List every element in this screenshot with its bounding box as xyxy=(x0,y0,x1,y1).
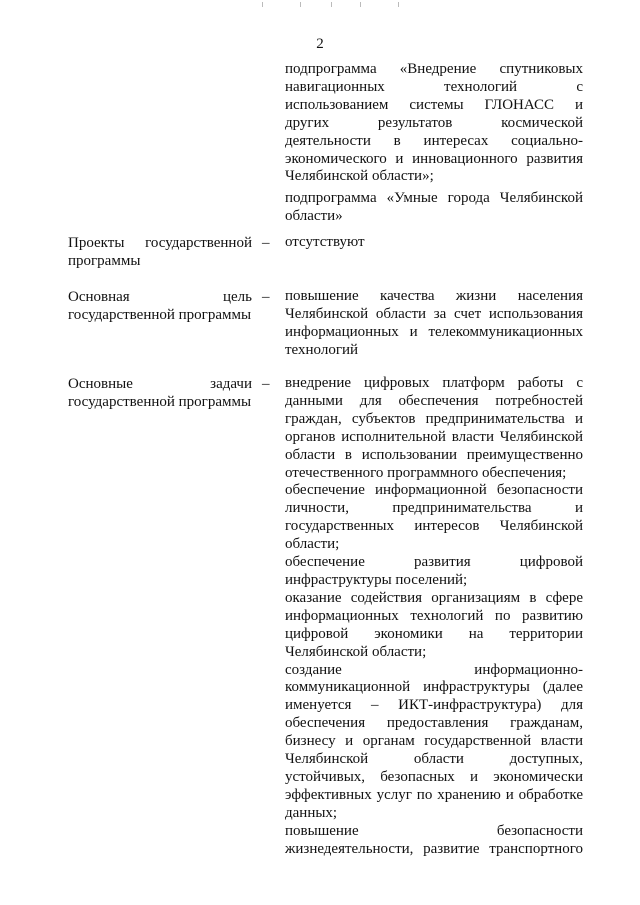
value-line: жизнедеятельности, развитие транспортного xyxy=(285,840,583,857)
value-line: цифровой экономики на территории xyxy=(285,625,583,642)
page-number: 2 xyxy=(316,36,324,52)
value-line: органов исполнительной власти Челябинской xyxy=(285,428,583,445)
value-line: использованием системы ГЛОНАСС и xyxy=(285,96,583,113)
value-line: навигационных технологий с xyxy=(285,78,583,95)
value-line: области в использовании преимущественно xyxy=(285,446,583,463)
label-line: Основная цель xyxy=(68,289,252,305)
label-line: Основные задачи xyxy=(68,376,252,392)
value-line: подпрограмма «Внедрение спутниковых xyxy=(285,61,583,77)
value-line: области; xyxy=(285,536,340,553)
value-line: обеспечение развития цифровой xyxy=(285,554,583,571)
value-line: создание информационно- xyxy=(285,661,583,678)
value-line: обеспечения предоставления гражданам, xyxy=(285,715,583,732)
subprograms-text xyxy=(285,61,583,226)
dash: – xyxy=(262,376,270,392)
value-line: технологий xyxy=(285,341,359,358)
value-line: подпрограмма «Умные города Челябинской xyxy=(285,190,583,207)
value-line: отсутствуют xyxy=(285,234,365,250)
value-line: эффективных услуг по хранению и обработке xyxy=(285,786,583,803)
value-line: информационных технологий по развитию xyxy=(285,607,583,624)
value-line: именуется – ИКТ-инфраструктура) для xyxy=(285,697,583,714)
value-line: государственных интересов Челябинской xyxy=(285,518,583,535)
goal-value xyxy=(285,288,583,360)
value-line: других результатов космической xyxy=(285,114,583,131)
value-line: повышение безопасности xyxy=(285,822,583,839)
value-line: Челябинской области»; xyxy=(285,168,434,185)
label-line: программы xyxy=(68,253,141,269)
value-line: граждан, субъектов предпринимательства и xyxy=(285,410,583,427)
value-line: экономического и инновационного развития xyxy=(285,150,583,167)
value-line: данных; xyxy=(285,804,338,821)
scan-marks xyxy=(0,0,640,12)
value-line: данными для обеспечения потребностей xyxy=(285,392,583,409)
value-line: коммуникационной инфраструктуры (далее xyxy=(285,679,583,696)
projects-value xyxy=(285,234,583,252)
value-line: инфраструктуры поселений; xyxy=(285,571,468,588)
value-line: внедрение цифровых платформ работы с xyxy=(285,375,583,391)
value-line: бизнесу и органам государственной власти xyxy=(285,733,583,750)
value-line: отечественного программного обеспечения; xyxy=(285,464,567,481)
tasks-text xyxy=(285,375,583,858)
value-line: деятельности в интересах социально- xyxy=(285,132,583,149)
value-line: Челябинской области за счет использования xyxy=(285,305,583,322)
dash: – xyxy=(262,289,270,305)
value-line: устойчивых, безопасных и экономически xyxy=(285,768,583,785)
label-line: государственной программы xyxy=(68,307,252,323)
label-line: государственной программы xyxy=(68,394,252,410)
value-line: личности, предпринимательства и xyxy=(285,500,583,517)
tasks-label xyxy=(68,375,252,411)
dash: – xyxy=(262,235,270,251)
value-line: повышение качества жизни населения xyxy=(285,288,583,304)
projects-label xyxy=(68,234,252,270)
value-line: Челябинской области доступных, xyxy=(285,751,583,768)
label-line: Проекты государственной xyxy=(68,235,252,251)
value-line: оказание содействия организациям в сфере xyxy=(285,589,583,606)
value-line: обеспечение информационной безопасности xyxy=(285,482,583,499)
goal-label xyxy=(68,288,252,324)
value-line: Челябинской области; xyxy=(285,643,427,660)
value-line: информационных и телекоммуникационных xyxy=(285,323,583,340)
value-line: области» xyxy=(285,208,343,225)
